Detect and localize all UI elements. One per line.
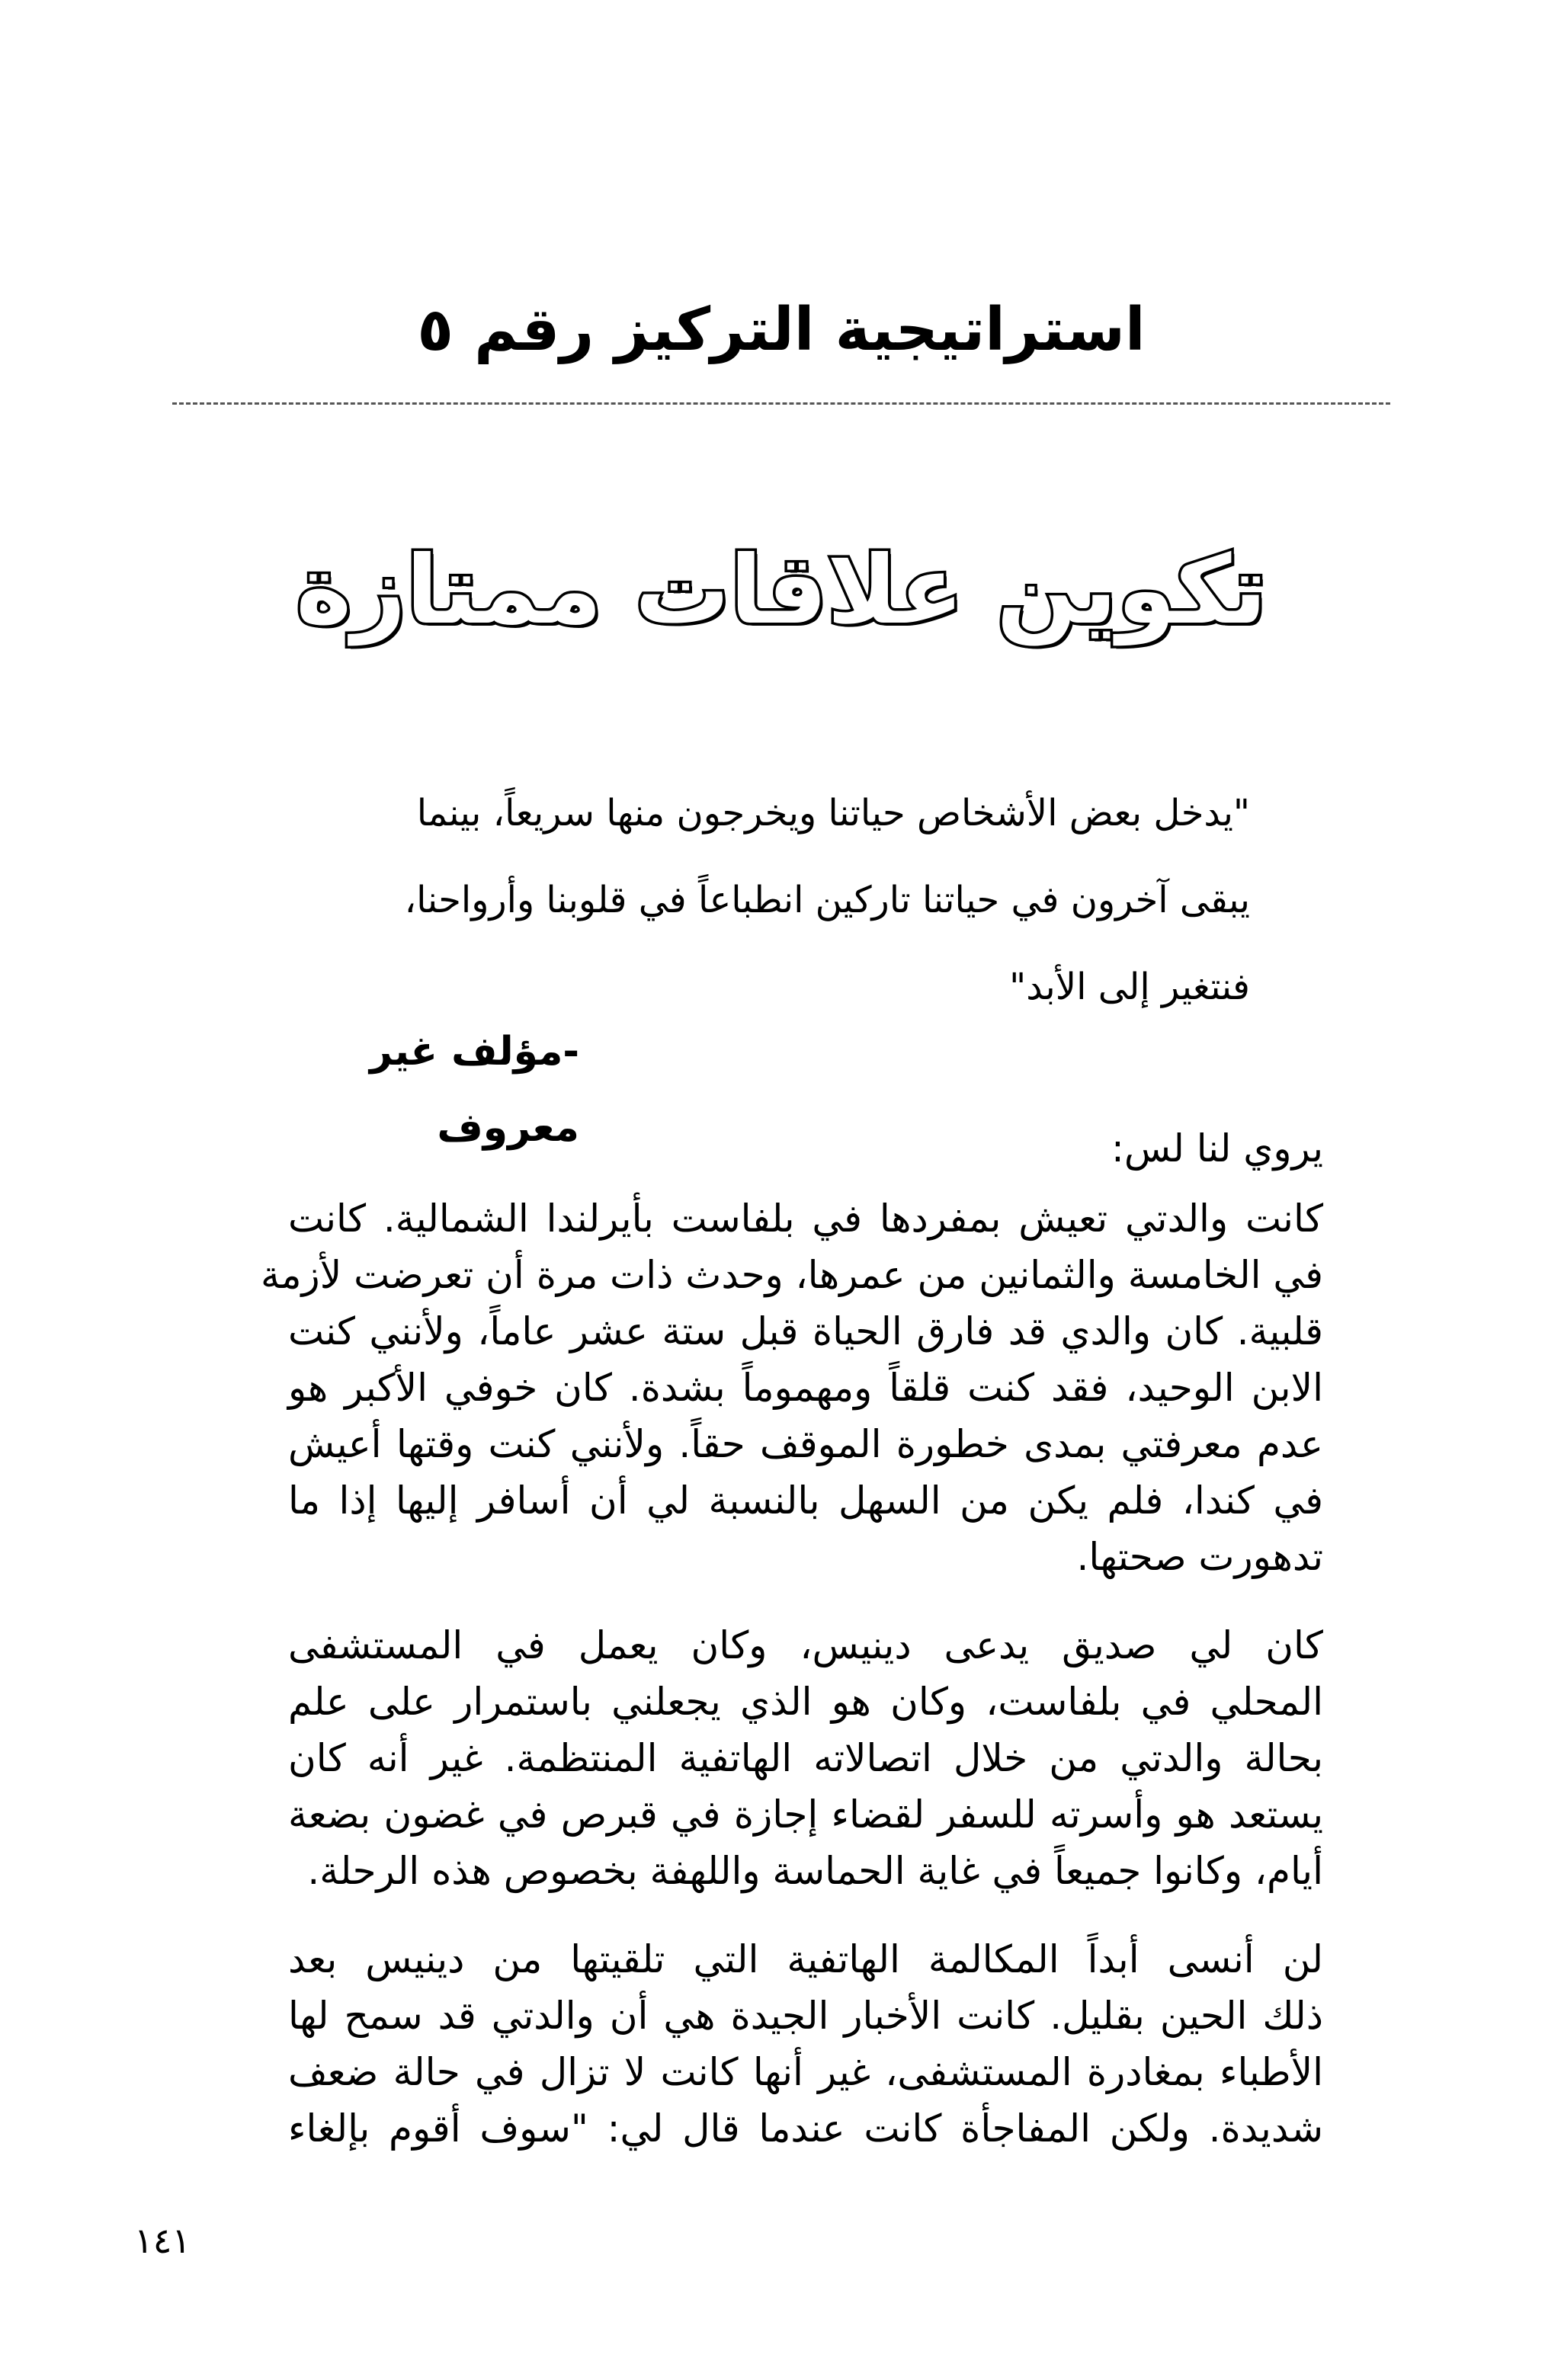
quote-line: "يدخل بعض الأشخاص حياتنا ويخرجون منها سريعاً، بينما	[416, 792, 1250, 834]
quote-line: فنتغير إلى الأبد"	[1009, 966, 1250, 1008]
chapter-header: استراتيجية التركيز رقم ٥	[417, 296, 1146, 364]
header-divider	[172, 402, 1390, 405]
paragraph-line: شديدة. ولكن المفاجأة كانت عندما قال لي: "سوف أقوم بإلغاء	[288, 2106, 1323, 2151]
chapter-title: تكوين علاقات ممتازة	[296, 536, 1267, 645]
paragraph-line: كان لي صديق يدعى دينيس، وكان يعمل في المستشفى	[288, 1623, 1323, 1667]
paragraph	[260, 1190, 1323, 1585]
paragraph-line: أيام، وكانوا جميعاً في غاية الحماسة واللهفة بخصوص هذه الرحلة.	[307, 1849, 1323, 1893]
paragraph-line: لن أنسى أبداً المكالمة الهاتفية التي تلقيتها من دينيس بعد	[288, 1937, 1323, 1981]
paragraph-line: يستعد هو وأسرته للسفر لقضاء إجازة في قبرص في غضون بضعة	[288, 1792, 1323, 1837]
page-number: ١٤١	[134, 2220, 191, 2261]
body-text	[260, 1120, 1323, 2189]
epigraph-quote	[305, 770, 1250, 1030]
paragraph-line: الأطباء بمغادرة المستشفى، غير أنها كانت لا تزال في حالة ضعف	[288, 2050, 1323, 2094]
paragraph	[288, 1617, 1323, 1899]
paragraph	[288, 1931, 1323, 2157]
paragraph-line: عدم معرفتي بمدى خطورة الموقف حقاً. ولأنني كنت وقتها أعيش	[288, 1422, 1323, 1466]
intro-line: يروي لنا لس:	[1111, 1126, 1323, 1171]
paragraph-line: تدهورت صحتها.	[1076, 1535, 1323, 1579]
paragraph-line: في كندا، فلم يكن من السهل بالنسبة لي أن أسافر إليها إذا ما	[288, 1478, 1323, 1523]
paragraph-line: قلبية. كان والدي قد فارق الحياة قبل ستة عشر عاماً، ولأنني كنت	[288, 1309, 1323, 1353]
paragraph-line: ذلك الحين بقليل. كانت الأخبار الجيدة هي أن والدتي قد سمح لها	[288, 1994, 1323, 2038]
paragraph-line: المحلي في بلفاست، وكان هو الذي يجعلني باستمرار على علم	[288, 1680, 1323, 1724]
quote-line: يبقى آخرون في حياتنا تاركين انطباعاً في قلوبنا وأرواحنا،	[404, 879, 1250, 921]
quote-attribution: -مؤلف غير معروف	[369, 1029, 579, 1151]
paragraph-line: كانت والدتي تعيش بمفردها في بلفاست بأيرلندا الشمالية. كانت	[288, 1196, 1323, 1241]
paragraph-line: الابن الوحيد، فقد كنت قلقاً ومهموماً بشدة. كان خوفي الأكبر هو	[288, 1366, 1323, 1410]
paragraph-line: في الخامسة والثمانين من عمرها، وحدث ذات مرة أن تعرضت لأزمة	[260, 1253, 1323, 1297]
paragraph-line: بحالة والدتي من خلال اتصالاته الهاتفية المنتظمة. غير أنه كان	[288, 1736, 1323, 1780]
